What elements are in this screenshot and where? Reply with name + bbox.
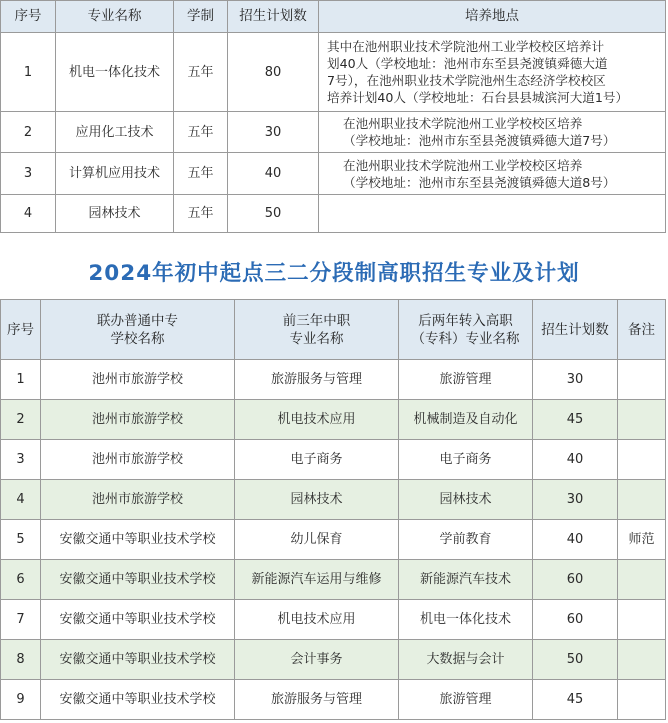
header-major: 专业名称 <box>56 1 174 33</box>
location-line: （学校地址：池州市东至县尧渡镇舜德大道8号） <box>343 174 616 190</box>
location-line: 划40人（学校地址：池州市东至县尧渡镇舜德大道 <box>327 56 608 71</box>
row-note <box>618 600 666 640</box>
row-no: 1 <box>1 360 41 400</box>
row-school: 安徽交通中等职业技术学校 <box>41 600 235 640</box>
row-later-major: 电子商务 <box>399 440 533 480</box>
row-school: 池州市旅游学校 <box>41 480 235 520</box>
row-major: 园林技术 <box>56 195 174 233</box>
row-later-major: 园林技术 <box>399 480 533 520</box>
table-header-row <box>1 300 666 360</box>
program-table-five-year <box>0 0 666 233</box>
row-school: 安徽交通中等职业技术学校 <box>41 640 235 680</box>
program-table-three-two <box>0 299 666 720</box>
row-note <box>618 360 666 400</box>
location-line: 培养计划40人（学校地址：石台县县城滨河大道1号） <box>327 90 629 105</box>
row-note <box>618 480 666 520</box>
table-row <box>1 440 666 480</box>
location-line: 7号），在池州职业技术学院池州生态经济学校校区 <box>327 73 606 88</box>
table-row <box>1 360 666 400</box>
header-school <box>41 300 235 360</box>
row-school: 池州市旅游学校 <box>41 440 235 480</box>
row-later-major: 机械制造及自动化 <box>399 400 533 440</box>
header-years: 学制 <box>174 1 228 33</box>
row-note <box>618 440 666 480</box>
row-plan: 30 <box>533 480 618 520</box>
row-later-major: 大数据与会计 <box>399 640 533 680</box>
row-plan: 40 <box>533 520 618 560</box>
row-plan: 40 <box>533 440 618 480</box>
table-row <box>1 640 666 680</box>
row-note <box>618 560 666 600</box>
row-years: 五年 <box>174 153 228 195</box>
row-plan: 60 <box>533 600 618 640</box>
row-location <box>319 33 666 112</box>
row-note <box>618 400 666 440</box>
row-no: 7 <box>1 600 41 640</box>
row-later-major: 新能源汽车技术 <box>399 560 533 600</box>
table-row <box>1 600 666 640</box>
header-line: 学校名称 <box>110 330 165 347</box>
location-line: 其中在池州职业技术学院池州工业学校校区培养计 <box>327 39 605 54</box>
row-no: 2 <box>1 112 56 153</box>
row-later-major: 学前教育 <box>399 520 533 560</box>
row-no: 3 <box>1 153 56 195</box>
row-plan: 30 <box>533 360 618 400</box>
row-no: 4 <box>1 195 56 233</box>
table-row <box>1 112 666 153</box>
row-note: 师范 <box>618 520 666 560</box>
row-first-major: 会计事务 <box>235 640 399 680</box>
section-title: 2024年初中起点三二分段制高职招生专业及计划 <box>88 261 580 286</box>
table-row <box>1 520 666 560</box>
row-major: 应用化工技术 <box>56 112 174 153</box>
row-plan: 50 <box>533 640 618 680</box>
row-no: 1 <box>1 33 56 112</box>
header-line: 前三年中职 <box>282 312 351 329</box>
table-row <box>1 195 666 233</box>
row-no: 8 <box>1 640 41 680</box>
row-major: 机电一体化技术 <box>56 33 174 112</box>
row-plan: 45 <box>533 680 618 720</box>
row-school: 安徽交通中等职业技术学校 <box>41 520 235 560</box>
row-plan: 40 <box>228 153 319 195</box>
row-school: 池州市旅游学校 <box>41 400 235 440</box>
row-first-major: 新能源汽车运用与维修 <box>235 560 399 600</box>
header-no: 序号 <box>1 300 41 360</box>
row-first-major: 机电技术应用 <box>235 400 399 440</box>
row-no: 9 <box>1 680 41 720</box>
header-later-major <box>399 300 533 360</box>
row-plan: 45 <box>533 400 618 440</box>
header-line: 后两年转入高职 <box>418 312 513 329</box>
table-row <box>1 680 666 720</box>
row-no: 3 <box>1 440 41 480</box>
row-plan: 60 <box>533 560 618 600</box>
table-row <box>1 560 666 600</box>
row-years: 五年 <box>174 33 228 112</box>
row-note <box>618 640 666 680</box>
row-school: 池州市旅游学校 <box>41 360 235 400</box>
header-line: 专业名称 <box>289 330 344 347</box>
table-row <box>1 480 666 520</box>
row-location <box>319 112 666 153</box>
table-row <box>1 400 666 440</box>
row-location <box>319 153 666 195</box>
row-school: 安徽交通中等职业技术学校 <box>41 560 235 600</box>
header-note: 备注 <box>618 300 666 360</box>
row-no: 6 <box>1 560 41 600</box>
header-first-major <box>235 300 399 360</box>
row-no: 2 <box>1 400 41 440</box>
header-plan: 招生计划数 <box>533 300 618 360</box>
location-line: 在池州职业技术学院池州工业学校校区培养 <box>343 116 583 131</box>
row-years: 五年 <box>174 112 228 153</box>
row-no: 5 <box>1 520 41 560</box>
header-location: 培养地点 <box>319 1 666 33</box>
table-row <box>1 153 666 195</box>
row-plan: 80 <box>228 33 319 112</box>
table-header-row <box>1 1 666 33</box>
row-first-major: 园林技术 <box>235 480 399 520</box>
location-line: （学校地址：池州市东至县尧渡镇舜德大道7号） <box>343 133 616 148</box>
header-line: （专科）专业名称 <box>411 330 520 347</box>
row-major: 计算机应用技术 <box>56 153 174 195</box>
row-no: 4 <box>1 480 41 520</box>
row-plan: 30 <box>228 112 319 153</box>
row-note <box>618 680 666 720</box>
row-first-major: 幼儿保育 <box>235 520 399 560</box>
row-location <box>319 195 666 233</box>
row-plan: 50 <box>228 195 319 233</box>
row-later-major: 机电一体化技术 <box>399 600 533 640</box>
header-line: 联办普通中专 <box>97 312 178 329</box>
row-first-major: 电子商务 <box>235 440 399 480</box>
table-row <box>1 33 666 112</box>
row-first-major: 机电技术应用 <box>235 600 399 640</box>
row-school: 安徽交通中等职业技术学校 <box>41 680 235 720</box>
header-plan: 招生计划数 <box>228 1 319 33</box>
row-later-major: 旅游管理 <box>399 360 533 400</box>
row-first-major: 旅游服务与管理 <box>235 360 399 400</box>
row-first-major: 旅游服务与管理 <box>235 680 399 720</box>
location-line: 在池州职业技术学院池州工业学校校区培养 <box>343 157 583 173</box>
header-no: 序号 <box>1 1 56 33</box>
row-later-major: 旅游管理 <box>399 680 533 720</box>
row-years: 五年 <box>174 195 228 233</box>
